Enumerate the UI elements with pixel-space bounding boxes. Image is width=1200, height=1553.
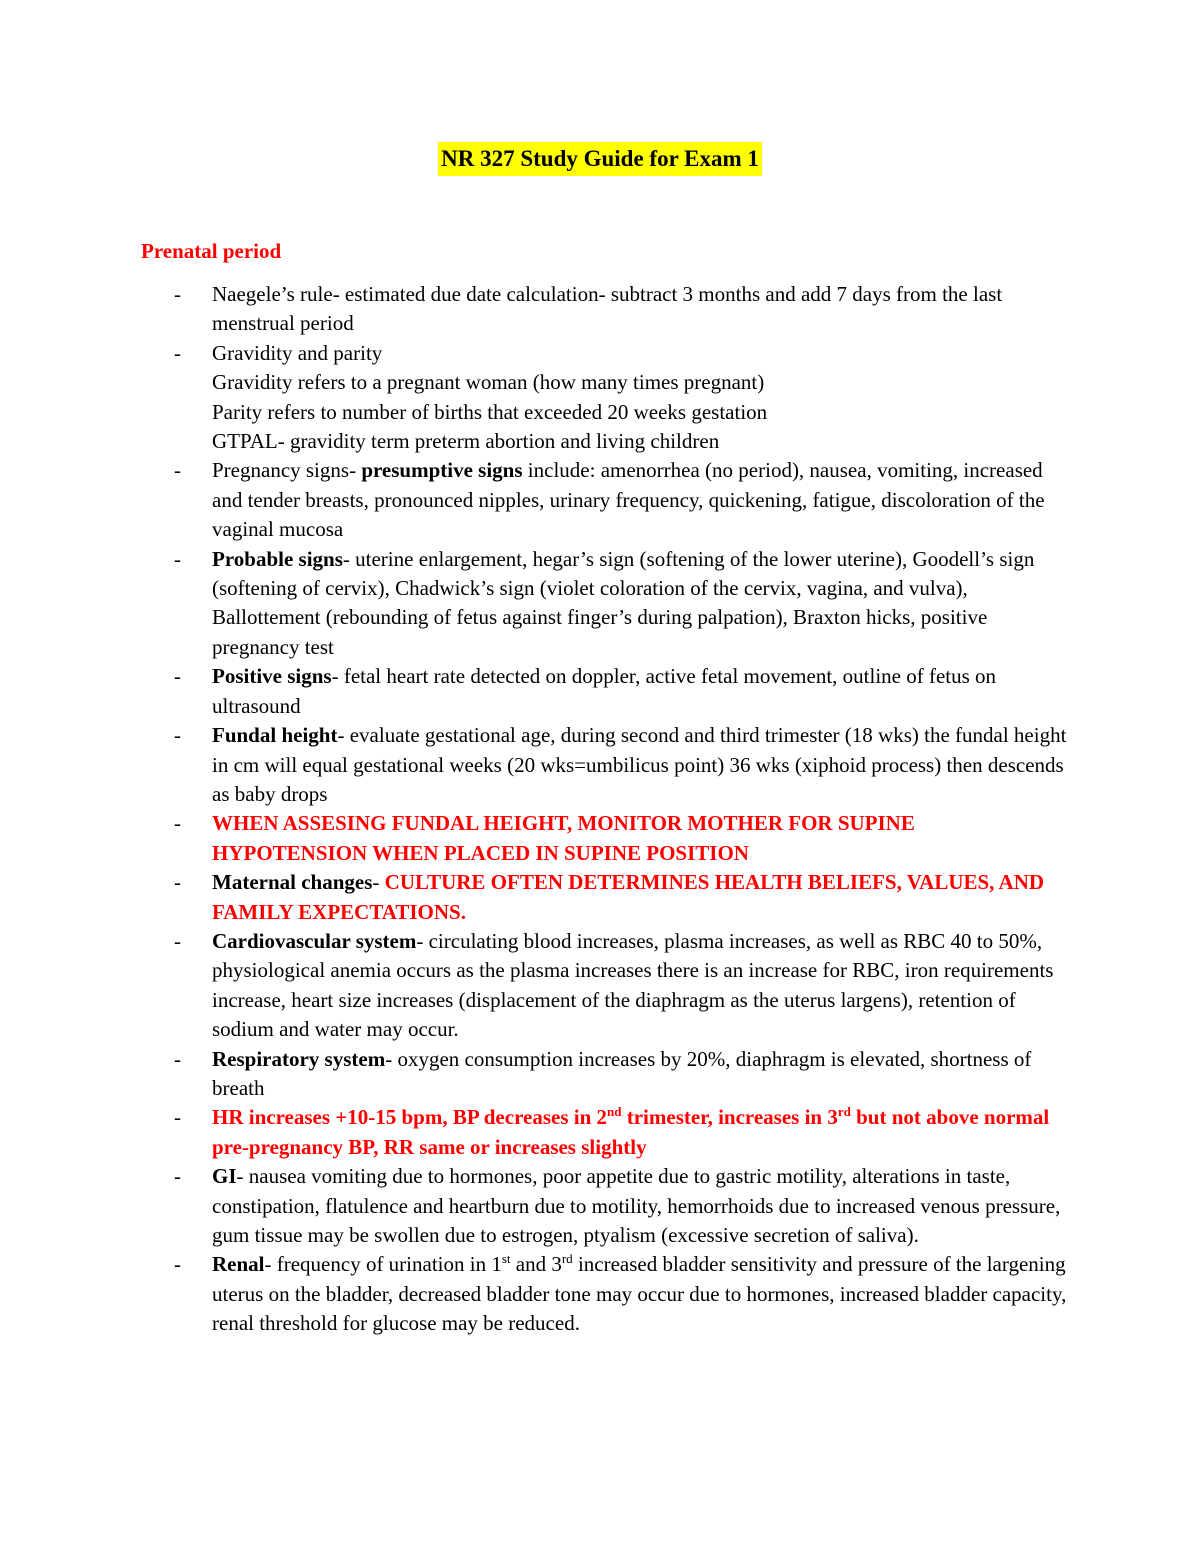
item-text: - uterine enlargement, hegar’s sign (softening of the lower uterine), Goodell’s sign (softening of cervix), Chadwick’s sign (violet coloration of the cervix, vagina, and vulva), Ballottement (rebounding of fetus against finger’s during palpation), Braxton hicks, positive pregnancy test <box>212 546 1035 659</box>
list-item-respiratory <box>141 1045 1071 1104</box>
item-text: - frequency of urination in 1 <box>264 1252 502 1277</box>
bullet-dash: - <box>174 870 181 895</box>
item-text: - <box>372 870 385 895</box>
bullet-dash: - <box>174 723 181 748</box>
item-text: - oxygen consumption increases by 20%, diaphragm is elevated, shortness of breath <box>212 1046 1032 1100</box>
alert-text: HR increases +10-15 bpm, BP decreases in 2 <box>212 1105 608 1130</box>
item-text: Naegele’s rule- estimated due date calculation- subtract 3 months and add 7 days from the last menstrual period <box>212 282 1003 336</box>
superscript: rd <box>561 1251 573 1267</box>
item-line: Gravidity and parity <box>212 340 383 365</box>
bullet-dash: - <box>174 664 181 689</box>
item-prefix: Pregnancy signs- <box>212 458 362 483</box>
item-term: Fundal height <box>212 723 338 748</box>
item-line: Parity refers to number of births that exceeded 20 weeks gestation <box>212 399 768 424</box>
superscript: st <box>501 1251 511 1267</box>
alert-text: CULTURE OFTEN DETERMINES HEALTH BELIEFS, VALUES, AND FAMILY EXPECTATIONS. <box>212 870 1045 924</box>
alert-text: WHEN ASSESING FUNDAL HEIGHT, MONITOR MOTHER FOR SUPINE HYPOTENSION WHEN PLACED IN SUPINE POSITION <box>212 811 915 865</box>
list-item-cardiovascular <box>141 927 1071 1045</box>
list-item-naegele <box>141 280 1071 339</box>
alert-text: but not above normal pre-pregnancy BP, RR same or increases slightly <box>212 1105 1050 1159</box>
item-term: Maternal changes <box>212 870 373 895</box>
title-container <box>0 142 1200 176</box>
item-text: - nausea vomiting due to hormones, poor appetite due to gastric motility, alterations in taste, constipation, flatulence and heartburn due to motility, hemorrhoids due to increased venous pressure, gum tissue may be swollen due to estrogen, ptyalism (excessive secretion of saliva). <box>212 1164 1061 1247</box>
item-line: Gravidity refers to a pregnant woman (how many times pregnant) <box>212 370 765 395</box>
item-term: Cardiovascular system <box>212 928 417 953</box>
list-item-renal <box>141 1250 1071 1338</box>
list-item-supine-alert <box>141 809 1071 868</box>
alert-text: trimester, increases in 3 <box>621 1105 838 1130</box>
item-text: include: amenorrhea (no period), nausea, vomiting, increased and tender breasts, pronounced nipples, urinary frequency, quickening, fatigue, discoloration of the vaginal mucosa <box>212 458 1045 542</box>
list-item-positive-signs <box>141 662 1071 721</box>
list-item-maternal-changes <box>141 868 1071 927</box>
bullet-list <box>141 280 1071 1339</box>
list-item-fundal-height <box>141 721 1071 809</box>
bullet-dash: - <box>174 340 181 365</box>
bullet-dash: - <box>174 928 181 953</box>
item-term: Respiratory system <box>212 1046 386 1071</box>
bullet-dash: - <box>174 1046 181 1071</box>
item-text: and 3 <box>510 1252 562 1277</box>
list-item-pregnancy-signs <box>141 456 1071 544</box>
item-line: GTPAL- gravidity term preterm abortion and living children <box>212 429 720 454</box>
bullet-dash: - <box>174 1252 181 1277</box>
item-term: GI <box>212 1164 237 1189</box>
item-text: - circulating blood increases, plasma increases, as well as RBC 40 to 50%, physiological anemia occurs as the plasma increases there is an increase for RBC, iron requirements increase, heart size increases (displacement of the diaphragm as the uterus largens), retention of sodium and water may occur. <box>212 928 1054 1042</box>
bullet-dash: - <box>174 282 181 306</box>
item-text: - evaluate gestational age, during second and third trimester (18 wks) the fundal height in cm will equal gestational weeks (20 wks=umbilicus point) 36 wks (xiphoid process) then descends as baby drops <box>212 723 1067 806</box>
bullet-dash: - <box>174 1164 181 1189</box>
list-item-gi <box>141 1162 1071 1250</box>
superscript: rd <box>837 1104 851 1120</box>
section-heading: Prenatal period <box>141 239 282 263</box>
item-term: Probable signs <box>212 546 343 571</box>
document-title: NR 327 Study Guide for Exam 1 <box>438 142 762 176</box>
item-term: Renal <box>212 1252 265 1277</box>
list-item-probable-signs <box>141 545 1071 663</box>
item-text: - fetal heart rate detected on doppler, active fetal movement, outline of fetus on ultrasound <box>212 664 997 718</box>
bullet-dash: - <box>174 1105 181 1130</box>
item-term: presumptive signs <box>361 458 523 483</box>
list-item-vitals-alert <box>141 1103 1071 1162</box>
bullet-dash: - <box>174 811 181 836</box>
item-text: increased bladder sensitivity and pressure of the largening uterus on the bladder, decreased bladder tone may occur due to hormones, increased bladder capacity, renal threshold for glucose may be reduced. <box>212 1252 1067 1336</box>
superscript: nd <box>607 1104 622 1120</box>
list-item-gravidity <box>141 339 1071 457</box>
bullet-dash: - <box>174 458 181 483</box>
bullet-dash: - <box>174 546 181 571</box>
item-term: Positive signs <box>212 664 332 689</box>
